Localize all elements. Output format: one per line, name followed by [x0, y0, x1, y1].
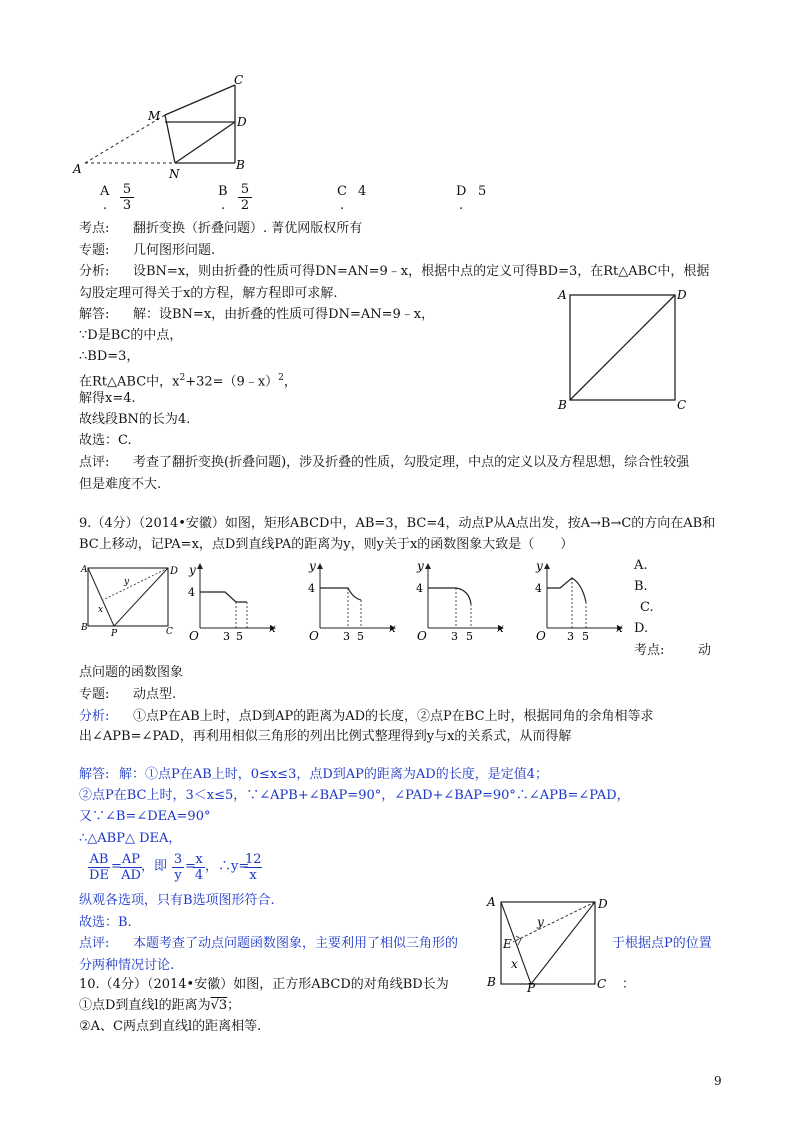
label-c: C [234, 73, 244, 87]
q9-stem-line1: 9.（4分）（2014•安徽）如图，矩形ABCD中，AB=3，BC=4，动点P从A点出发，按A→B→C的方向在AB和 [79, 516, 716, 531]
diagonal-bd [570, 295, 675, 400]
q9-line3: 又∵∠B=∠DEA=90° [79, 809, 211, 824]
ga-5: 5 [236, 630, 243, 643]
r-label-d: D [170, 566, 179, 577]
gd-o: O [536, 629, 546, 643]
frac3-den: y [174, 868, 182, 883]
sol-label-b: B [487, 975, 496, 989]
gd-y: y [536, 559, 543, 573]
q9-zhuanti-text: 动点型. [133, 687, 177, 702]
gc-5: 5 [466, 630, 473, 643]
frac2-num: AP [121, 852, 141, 867]
label-n: N [169, 167, 180, 181]
q9-zhuanti-label: 专题: [79, 687, 110, 702]
gb-y: y [309, 559, 316, 573]
q9-frac-ap-ad [120, 852, 142, 883]
q8-dianping-line2: 但是难度不大. [79, 477, 162, 492]
r-label-y: y [124, 577, 130, 587]
gc-o: O [417, 629, 427, 643]
graph-option-b [305, 559, 400, 643]
ga-4: 4 [188, 586, 195, 599]
fold-triangle-figure [70, 70, 260, 185]
label-m: M [148, 109, 161, 123]
ga-y: y [189, 563, 196, 577]
q8-line4-end: ， [283, 374, 297, 390]
gb-x: x [389, 621, 396, 635]
q8-line4-pre: 在Rt△ABC中，x [79, 374, 180, 390]
graph-option-c [413, 559, 508, 643]
q9-dianping-line1b: 于根据点P的位置 [612, 936, 712, 951]
label-d: D [237, 115, 247, 129]
ga-o: O [189, 629, 199, 643]
q9-option-a: A. [634, 558, 648, 573]
label-a: A [73, 162, 82, 176]
gb-5: 5 [357, 630, 364, 643]
q10-item1-pre: ①点D到直线l的距离为 [79, 998, 211, 1013]
q9-eq1: = [111, 859, 122, 874]
q9-fenxi-label: 分析: [79, 709, 110, 724]
q8-line5: 解得x=4. [79, 391, 136, 406]
sq-label-a: A [558, 288, 567, 302]
square-diagonal-figure [555, 285, 705, 415]
graph-option-a [185, 560, 280, 643]
q9-jieda-line1: 解：①点P在AB上时，0≤x≤3，点D到AP的距离为AD的长度，是定值4； [119, 767, 548, 782]
frac1-den: DE [89, 868, 109, 883]
q9-line2: ②点P在BC上时，3＜x≤5，∵∠APB+∠BAP=90°，∠PAD+∠BAP=90°∴∠APB=∠PAD， [79, 788, 630, 803]
option-d-value: 5 [478, 184, 487, 199]
q10-stem-line1: 10.（4分）（2014•安徽）如图，正方形ABCD的对角线BD长为 [79, 977, 449, 992]
q8-line4 [79, 369, 297, 391]
q8-kaodian-text: 翻折变换（折叠问题）. 菁优网版权所有 [133, 221, 363, 236]
q9-stem-line2: BC上移动，记PA=x，点D到直线PA的距离为y，则y关于x的函数图象大致是（ ） [79, 537, 574, 552]
option-a-num: 5 [120, 182, 134, 198]
option-d-dot: . [459, 198, 464, 213]
sol-label-c: C [597, 977, 607, 991]
q8-line4-sup1: 2 [179, 373, 186, 383]
frac5-den: x [249, 868, 257, 883]
option-c-value: 4 [358, 184, 367, 199]
sq-label-b: B [558, 398, 567, 412]
q8-jieda-label: 解答: [79, 307, 110, 322]
q8-line3: ∴BD=3， [79, 349, 140, 364]
q8-line4-sup2: 2 [278, 373, 284, 383]
q8-kaodian-label: 考点: [79, 221, 110, 236]
page-number: 9 [714, 1074, 722, 1088]
q9-frac-12-x [244, 852, 262, 883]
q8-fenxi-line1: 设BN=x，则由折叠的性质可得DN=AN=9﹣x，根据中点的定义可得BD=3，在Rt△ABC中，根据 [133, 264, 710, 279]
q9-dianping-line1a: 本题考查了动点问题函数图象，主要利用了相似三角形的 [133, 936, 459, 951]
r-label-a: A [81, 565, 88, 575]
q9-kaodian-label: 考点: [634, 643, 665, 658]
q9-therefore: ，∴y= [205, 859, 250, 874]
q10-item1 [79, 997, 240, 1015]
sq-label-c: C [677, 398, 687, 412]
q8-jieda-line1: 解：设BN=x，由折叠的性质可得DN=AN=9﹣x， [133, 307, 435, 322]
frac2-den: AD [121, 868, 141, 883]
option-c-letter: C [337, 184, 347, 199]
gd-4: 4 [535, 582, 542, 595]
sol-label-a: A [487, 895, 496, 909]
r-label-b: B [81, 623, 88, 633]
q8-line7: 故选：C. [79, 433, 132, 448]
frac5-num: 12 [245, 852, 262, 867]
q9-solution-figure [483, 892, 618, 995]
q8-line2: ∵D是BC的中点， [79, 328, 183, 343]
option-b-fraction [238, 182, 252, 213]
option-a-den: 3 [122, 198, 132, 213]
q9-kaodian-text-a: 动 [698, 643, 712, 658]
sol-label-p: P [527, 981, 536, 995]
segment-de [103, 568, 168, 600]
q9-frac-ab-de [88, 852, 110, 883]
gc-x: x [497, 621, 504, 635]
option-b-dot: . [221, 198, 226, 213]
option-a-letter: A [100, 184, 110, 199]
q10-stem-tail: ： [622, 977, 636, 992]
segment-nd [175, 122, 235, 163]
q10-item1-rad: √3 [210, 998, 228, 1013]
segment-mc [165, 85, 235, 115]
q8-fenxi-line2: 勾股定理可得关于x的方程，解方程即可求解. [79, 286, 338, 301]
gd-3: 3 [567, 630, 574, 643]
q9-line7: 故选：B. [79, 915, 132, 930]
q9-rectangle-figure [78, 560, 178, 640]
q8-zhuanti-label: 专题: [79, 243, 110, 258]
q9-dianping-label: 点评: [79, 936, 110, 951]
q9-fenxi-line2: 出∠APB=∠PAD，再利用相似三角形的列出比例式整理得到y与x的关系式，从而得解 [79, 729, 572, 744]
q9-option-c: C. [640, 600, 654, 615]
q9-jieda-label: 解答: [79, 767, 110, 782]
sol-label-y: y [537, 915, 544, 929]
gb-4: 4 [308, 582, 315, 595]
q9-frac-3-y [172, 852, 184, 883]
sq-label-d: D [677, 288, 687, 302]
sol-label-e: E [503, 937, 512, 951]
q9-frac-x-4 [193, 852, 205, 883]
segment-ap [88, 568, 114, 626]
gc-y: y [417, 559, 424, 573]
gb-o: O [309, 629, 319, 643]
r-label-x: x [98, 605, 104, 615]
q9-eq2: = [185, 859, 196, 874]
gd-x: x [616, 621, 623, 635]
q8-dianping-label: 点评: [79, 455, 110, 470]
r-label-c: C [166, 627, 173, 637]
q9-option-b: B. [634, 579, 648, 594]
q8-zhuanti-text: 几何图形问题. [133, 243, 216, 258]
q10-item2: ②A、C两点到直线l的距离相等. [79, 1019, 262, 1034]
q8-dianping-line1: 考查了翻折变换(折叠问题)，涉及折叠的性质，勾股定理，中点的定义以及方程思想，综合性较强 [133, 455, 690, 470]
gc-4: 4 [416, 582, 423, 595]
segment-pd [114, 568, 168, 626]
sol-label-d: D [598, 897, 608, 911]
ga-x: x [269, 621, 276, 635]
frac4-num: x [193, 852, 205, 868]
q9-line6: 纵观各选项，只有B选项图形符合. [79, 893, 275, 908]
q9-dianping-line2: 分两种情况讨论. [79, 958, 175, 973]
r-label-p: P [111, 629, 118, 639]
option-b-num: 5 [238, 182, 252, 198]
option-a-fraction [120, 182, 134, 213]
label-b: B [236, 158, 245, 172]
q9-fenxi-line1: ①点P在AB上时，点D到AP的距离为AD的长度，②点P在BC上时，根据同角的余角相等求 [133, 709, 654, 724]
sol-label-x: x [511, 957, 518, 971]
gc-3: 3 [451, 630, 458, 643]
frac4-den: 4 [194, 868, 204, 883]
option-b-letter: B [218, 184, 228, 199]
gd-5: 5 [582, 630, 589, 643]
option-c-dot: . [340, 198, 345, 213]
frac1-num: AB [89, 852, 109, 867]
frac3-num: 3 [173, 852, 183, 867]
option-b-den: 2 [240, 198, 250, 213]
q10-item1-end: ； [227, 998, 241, 1013]
q8-line4-mid: +32=（9﹣x） [185, 374, 279, 390]
q9-ji: ，即 [141, 859, 168, 874]
gb-3: 3 [343, 630, 350, 643]
option-d-letter: D [456, 184, 467, 199]
q9-line4: ∴△ABP△ DEA， [79, 831, 182, 846]
ga-3: 3 [223, 630, 230, 643]
graph-option-d [532, 559, 627, 643]
q8-line6: 故线段BN的长为4. [79, 412, 191, 427]
q8-fenxi-label: 分析: [79, 264, 110, 279]
q9-option-d: D. [634, 621, 649, 636]
q9-kaodian-text-b: 点问题的函数图象 [79, 665, 184, 680]
option-a-dot: . [103, 198, 108, 213]
